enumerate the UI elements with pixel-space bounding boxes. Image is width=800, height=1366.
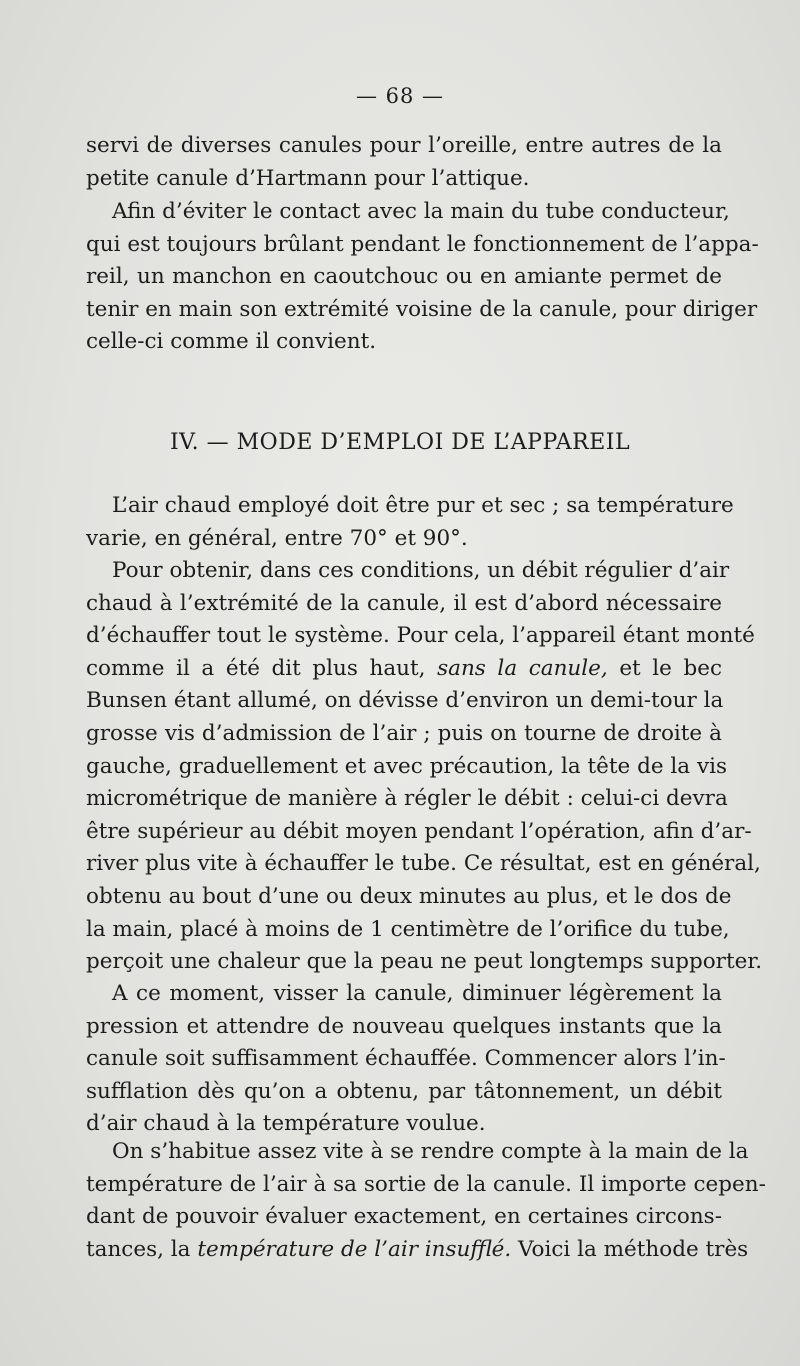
paragraph-line-with-italic — [86, 1234, 749, 1267]
paragraph-line: obtenu au bout d’une ou deux minutes au plus, et le dos de — [86, 883, 732, 909]
paragraph-line: pression et attendre de nouveau quelques instants que la — [86, 1013, 722, 1039]
paragraph-3 — [86, 490, 734, 555]
italic-text: sans la canule, — [437, 655, 608, 681]
paragraph-line: On s’habitue assez vite à se rendre compte à la main de la — [112, 1139, 749, 1164]
text-run: comme il a été dit plus haut, — [86, 655, 438, 681]
paragraph-2 — [86, 196, 759, 359]
paragraph-line: température de l’air à sa sortie de la canule. Il importe cepen- — [86, 1171, 766, 1197]
paragraph-line: servi de diverses canules pour l’oreille, entre autres de la — [86, 133, 722, 158]
paragraph-line: tenir en main son extrémité voisine de la canule, pour diriger — [86, 296, 758, 322]
paragraph-line-with-italic — [86, 653, 722, 686]
paragraph-1 — [86, 130, 722, 195]
paragraph-line: d’air chaud à la température voulue. — [86, 1111, 486, 1137]
text-run: tances, la — [86, 1236, 198, 1262]
paragraph-line: être supérieur au débit moyen pendant l’opération, afin d’ar- — [86, 818, 752, 844]
paragraph-line: dant de pouvoir évaluer exactement, en certaines circons- — [86, 1204, 722, 1230]
paragraph-line: la main, placé à moins de 1 centimètre de l’orifice du tube, — [86, 916, 730, 942]
paragraph-5 — [86, 978, 726, 1141]
paragraph-line: varie, en général, entre 70° et 90°. — [86, 525, 468, 551]
italic-text: température de l’air insufflé. — [197, 1236, 512, 1262]
paragraph-6 — [86, 1136, 766, 1266]
paragraph-line: A ce moment, visser la canule, diminuer légèrement la — [112, 981, 722, 1006]
paragraph-line: chaud à l’extrémité de la canule, il est d’abord nécessaire — [86, 590, 722, 616]
paragraph-line: perçoit une chaleur que la peau ne peut longtemps supporter. — [86, 949, 763, 975]
paragraph-line: Afin d’éviter le contact avec la main du tube conducteur, — [112, 199, 730, 224]
paragraph-line: L’air chaud employé doit être pur et sec ; sa température — [112, 493, 734, 518]
paragraph-line: celle-ci comme il convient. — [86, 329, 377, 355]
paragraph-line: micrométrique de manière à régler le débit : celui-ci devra — [86, 786, 728, 812]
paragraph-line: qui est toujours brûlant pendant le fonctionnement de l’appa- — [86, 231, 759, 257]
paragraph-line: grosse vis d’admission de l’air ; puis on tourne de droite à — [86, 720, 722, 746]
paragraph-line: reil, un manchon en caoutchouc ou en amiante permet de — [86, 264, 722, 290]
paragraph-line: petite canule d’Hartmann pour l’attique. — [86, 165, 530, 191]
paragraph-line: sufflation dès qu’on a obtenu, par tâtonnement, un débit — [86, 1078, 722, 1104]
paragraph-line: d’échauffer tout le système. Pour cela, l’appareil étant monté — [86, 623, 755, 649]
page-number: — 68 — — [355, 84, 445, 108]
paragraph-line: gauche, graduellement et avec précaution, la tête de la vis — [86, 753, 728, 779]
text-run: Voici la méthode très — [511, 1236, 749, 1262]
paragraph-4 — [86, 555, 763, 979]
paragraph-line: Pour obtenir, dans ces conditions, un débit régulier d’air — [112, 558, 730, 583]
text-run: et le bec — [607, 655, 722, 681]
paragraph-line: canule soit suffisamment échauffée. Commencer alors l’in- — [86, 1046, 726, 1072]
paragraph-line: Bunsen étant allumé, on dévisse d’environ un demi-tour la — [86, 688, 724, 714]
section-heading: IV. — MODE D’EMPLOI DE L’APPAREIL — [169, 430, 631, 455]
paragraph-line: river plus vite à échauffer le tube. Ce résultat, est en général, — [86, 851, 761, 877]
